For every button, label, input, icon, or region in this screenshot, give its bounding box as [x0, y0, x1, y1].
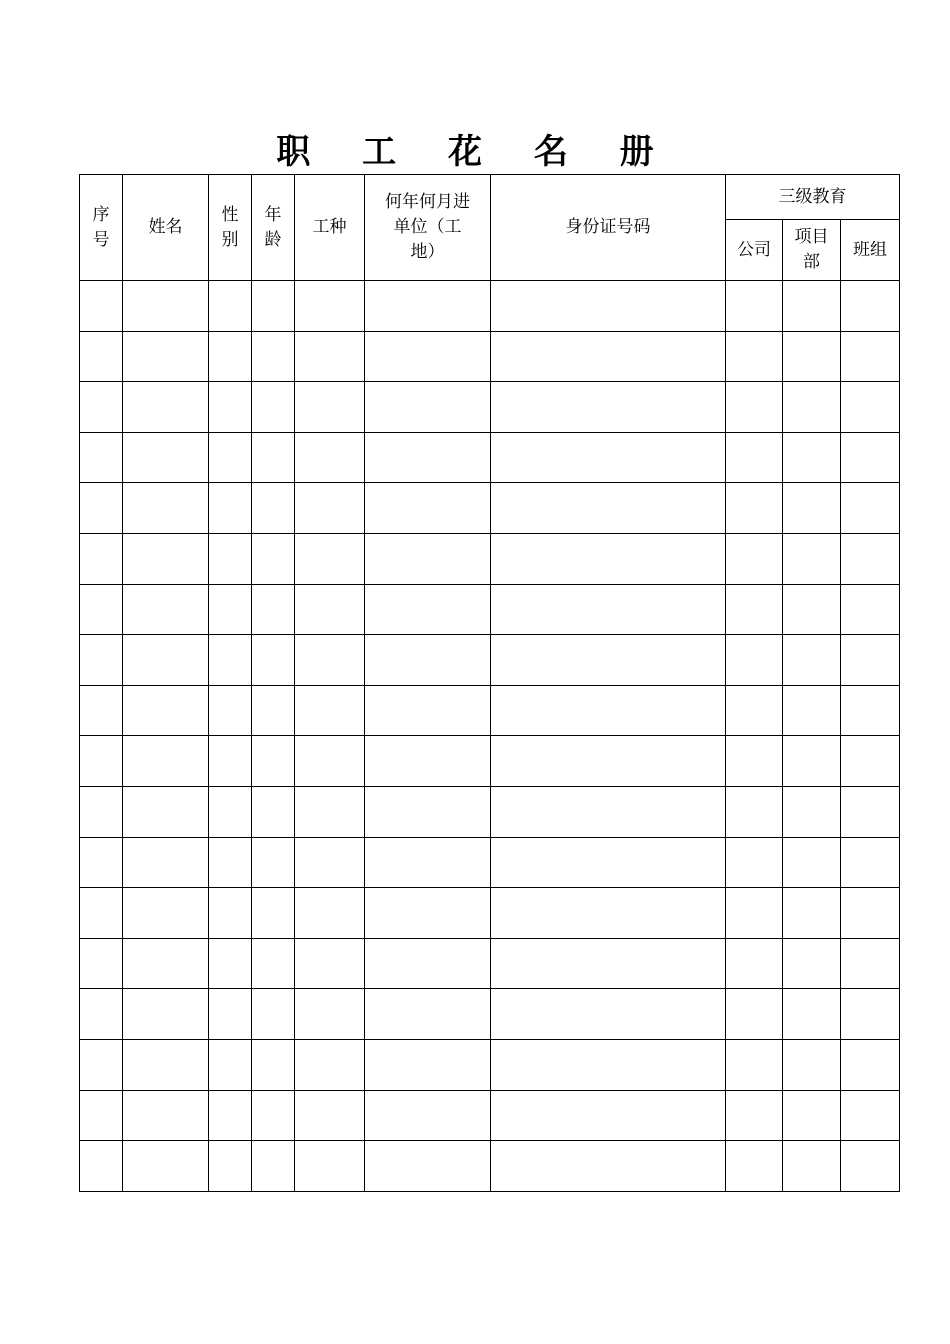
table-row — [80, 1090, 900, 1141]
table-cell[interactable] — [841, 1141, 900, 1192]
table-row — [80, 635, 900, 686]
table-cell[interactable] — [783, 989, 841, 1040]
table-cell[interactable] — [491, 584, 726, 635]
table-cell[interactable] — [295, 635, 365, 686]
table-cell[interactable] — [209, 1039, 252, 1090]
table-cell[interactable] — [841, 837, 900, 888]
table-cell[interactable] — [783, 786, 841, 837]
table-cell[interactable] — [783, 685, 841, 736]
table-cell[interactable] — [726, 483, 783, 534]
table-cell[interactable] — [123, 584, 209, 635]
table-cell[interactable] — [123, 281, 209, 332]
employee-roster-table — [79, 174, 900, 1192]
table-cell[interactable] — [295, 989, 365, 1040]
table-cell[interactable] — [841, 938, 900, 989]
table-cell[interactable] — [491, 281, 726, 332]
table-cell[interactable] — [841, 1090, 900, 1141]
header-gender: 性 别 — [209, 175, 252, 281]
table-cell[interactable] — [841, 331, 900, 382]
table-cell[interactable] — [491, 432, 726, 483]
table-cell[interactable] — [295, 938, 365, 989]
table-row — [80, 1141, 900, 1192]
table-cell[interactable] — [252, 331, 295, 382]
table-cell[interactable] — [295, 1141, 365, 1192]
table-cell[interactable] — [365, 685, 491, 736]
table-cell[interactable] — [726, 1039, 783, 1090]
table-cell[interactable] — [365, 1090, 491, 1141]
table-cell[interactable] — [841, 281, 900, 332]
table-cell[interactable] — [80, 483, 123, 534]
table-cell[interactable] — [123, 331, 209, 382]
table-cell[interactable] — [209, 786, 252, 837]
table-cell[interactable] — [295, 281, 365, 332]
table-cell[interactable] — [209, 1090, 252, 1141]
header-education-company: 公司 — [726, 220, 783, 281]
table-cell[interactable] — [783, 938, 841, 989]
table-cell[interactable] — [80, 989, 123, 1040]
table-cell[interactable] — [123, 786, 209, 837]
table-cell[interactable] — [491, 786, 726, 837]
header-education-project: 项目 部 — [783, 220, 841, 281]
table-cell[interactable] — [365, 281, 491, 332]
table-cell[interactable] — [365, 584, 491, 635]
table-cell[interactable] — [783, 331, 841, 382]
table-row — [80, 432, 900, 483]
table-cell[interactable] — [123, 685, 209, 736]
table-cell[interactable] — [80, 1090, 123, 1141]
table-cell[interactable] — [209, 533, 252, 584]
table-cell[interactable] — [295, 837, 365, 888]
table-cell[interactable] — [295, 533, 365, 584]
table-cell[interactable] — [491, 382, 726, 433]
header-seq: 序 号 — [80, 175, 123, 281]
table-cell[interactable] — [80, 938, 123, 989]
table-cell[interactable] — [726, 1090, 783, 1141]
table-cell[interactable] — [80, 685, 123, 736]
table-cell[interactable] — [365, 938, 491, 989]
table-cell[interactable] — [491, 736, 726, 787]
header-id-number: 身份证号码 — [491, 175, 726, 281]
table-cell[interactable] — [252, 635, 295, 686]
table-cell[interactable] — [365, 837, 491, 888]
table-cell[interactable] — [365, 1141, 491, 1192]
table-cell[interactable] — [841, 736, 900, 787]
table-cell[interactable] — [252, 837, 295, 888]
table-cell[interactable] — [491, 1039, 726, 1090]
table-cell[interactable] — [841, 432, 900, 483]
table-cell[interactable] — [80, 584, 123, 635]
table-cell[interactable] — [365, 888, 491, 939]
page-title: 职 工 花 名 册 — [276, 132, 674, 172]
table-row — [80, 331, 900, 382]
table-cell[interactable] — [491, 837, 726, 888]
table-cell[interactable] — [841, 635, 900, 686]
table-cell[interactable] — [295, 888, 365, 939]
table-row — [80, 736, 900, 787]
table-cell[interactable] — [209, 736, 252, 787]
table-cell[interactable] — [209, 938, 252, 989]
table-cell[interactable] — [252, 1141, 295, 1192]
table-cell[interactable] — [209, 331, 252, 382]
table-cell[interactable] — [295, 584, 365, 635]
table-cell[interactable] — [252, 736, 295, 787]
table-cell[interactable] — [491, 331, 726, 382]
table-cell[interactable] — [252, 888, 295, 939]
table-row — [80, 786, 900, 837]
table-cell[interactable] — [365, 483, 491, 534]
table-cell[interactable] — [726, 331, 783, 382]
table-cell[interactable] — [726, 736, 783, 787]
table-cell[interactable] — [491, 483, 726, 534]
table-cell[interactable] — [252, 938, 295, 989]
table-cell[interactable] — [365, 382, 491, 433]
table-cell[interactable] — [783, 837, 841, 888]
table-cell[interactable] — [491, 685, 726, 736]
table-cell[interactable] — [80, 888, 123, 939]
table-cell[interactable] — [252, 685, 295, 736]
table-cell[interactable] — [80, 1039, 123, 1090]
table-cell[interactable] — [295, 736, 365, 787]
table-cell[interactable] — [123, 1090, 209, 1141]
table-row — [80, 1039, 900, 1090]
table-cell[interactable] — [491, 533, 726, 584]
table-cell[interactable] — [295, 331, 365, 382]
table-cell[interactable] — [841, 1039, 900, 1090]
table-cell[interactable] — [80, 533, 123, 584]
table-cell[interactable] — [783, 432, 841, 483]
table-cell[interactable] — [491, 1090, 726, 1141]
table-cell[interactable] — [252, 1039, 295, 1090]
table-cell[interactable] — [209, 584, 252, 635]
table-cell[interactable] — [295, 382, 365, 433]
table-cell[interactable] — [726, 938, 783, 989]
table-cell[interactable] — [209, 281, 252, 332]
table-cell[interactable] — [209, 635, 252, 686]
table-cell[interactable] — [123, 533, 209, 584]
table-cell[interactable] — [841, 533, 900, 584]
table-cell[interactable] — [123, 432, 209, 483]
table-cell[interactable] — [726, 1141, 783, 1192]
table-cell[interactable] — [726, 635, 783, 686]
header-education-group: 三级教育 — [726, 175, 900, 220]
table-cell[interactable] — [80, 382, 123, 433]
table-row — [80, 888, 900, 939]
table-cell[interactable] — [726, 281, 783, 332]
table-cell[interactable] — [252, 483, 295, 534]
table-cell[interactable] — [209, 888, 252, 939]
table-cell[interactable] — [841, 483, 900, 534]
table-cell[interactable] — [783, 888, 841, 939]
table-cell[interactable] — [783, 736, 841, 787]
table-cell[interactable] — [783, 533, 841, 584]
table-cell[interactable] — [491, 888, 726, 939]
table-cell[interactable] — [783, 281, 841, 332]
table-cell[interactable] — [841, 685, 900, 736]
table-cell[interactable] — [80, 331, 123, 382]
header-name: 姓名 — [123, 175, 209, 281]
table-cell[interactable] — [209, 432, 252, 483]
table-cell[interactable] — [365, 1039, 491, 1090]
table-cell[interactable] — [726, 888, 783, 939]
table-cell[interactable] — [123, 1141, 209, 1192]
table-cell[interactable] — [295, 1090, 365, 1141]
table-cell[interactable] — [209, 685, 252, 736]
table-cell[interactable] — [209, 837, 252, 888]
table-cell[interactable] — [726, 685, 783, 736]
table-cell[interactable] — [841, 888, 900, 939]
table-cell[interactable] — [365, 736, 491, 787]
header-row — [80, 175, 900, 220]
header-education-team: 班组 — [841, 220, 900, 281]
table-row — [80, 483, 900, 534]
table-cell[interactable] — [252, 1090, 295, 1141]
header-trade: 工种 — [295, 175, 365, 281]
table-cell[interactable] — [123, 635, 209, 686]
table-cell[interactable] — [123, 736, 209, 787]
table-cell[interactable] — [365, 331, 491, 382]
table-cell[interactable] — [365, 786, 491, 837]
table-cell[interactable] — [726, 837, 783, 888]
table-cell[interactable] — [783, 635, 841, 686]
table-row — [80, 989, 900, 1040]
table-cell[interactable] — [726, 533, 783, 584]
table-cell[interactable] — [80, 635, 123, 686]
header-age: 年 龄 — [252, 175, 295, 281]
table-cell[interactable] — [252, 382, 295, 433]
table-cell[interactable] — [841, 786, 900, 837]
table-cell[interactable] — [123, 989, 209, 1040]
table-row — [80, 382, 900, 433]
table-cell[interactable] — [295, 1039, 365, 1090]
table-cell[interactable] — [783, 1090, 841, 1141]
table-cell[interactable] — [295, 483, 365, 534]
table-cell[interactable] — [209, 483, 252, 534]
table-cell[interactable] — [209, 382, 252, 433]
table-cell[interactable] — [80, 1141, 123, 1192]
table-cell[interactable] — [252, 432, 295, 483]
table-cell[interactable] — [783, 584, 841, 635]
table-cell[interactable] — [783, 382, 841, 433]
table-cell[interactable] — [783, 1141, 841, 1192]
table-cell[interactable] — [123, 837, 209, 888]
table-cell[interactable] — [123, 1039, 209, 1090]
table-cell[interactable] — [295, 432, 365, 483]
table-cell[interactable] — [123, 382, 209, 433]
table-cell[interactable] — [123, 483, 209, 534]
table-cell[interactable] — [783, 483, 841, 534]
table-cell[interactable] — [726, 989, 783, 1040]
table-cell[interactable] — [841, 989, 900, 1040]
table-cell[interactable] — [252, 281, 295, 332]
table-cell[interactable] — [295, 786, 365, 837]
table-cell[interactable] — [491, 989, 726, 1040]
table-cell[interactable] — [365, 432, 491, 483]
header-entry-date: 何年何月进 单位（工 地） — [365, 175, 491, 281]
table-cell[interactable] — [365, 533, 491, 584]
table-cell[interactable] — [841, 382, 900, 433]
table-cell[interactable] — [726, 786, 783, 837]
table-cell[interactable] — [841, 584, 900, 635]
table-cell[interactable] — [726, 382, 783, 433]
table-cell[interactable] — [80, 837, 123, 888]
table-cell[interactable] — [80, 736, 123, 787]
table-cell[interactable] — [209, 1141, 252, 1192]
table-row — [80, 837, 900, 888]
table-cell[interactable] — [491, 1141, 726, 1192]
table-cell[interactable] — [365, 635, 491, 686]
table-cell[interactable] — [252, 584, 295, 635]
table-cell[interactable] — [123, 888, 209, 939]
table-row — [80, 938, 900, 989]
table-cell[interactable] — [365, 989, 491, 1040]
table-cell[interactable] — [252, 786, 295, 837]
table-cell[interactable] — [252, 533, 295, 584]
table-cell[interactable] — [726, 584, 783, 635]
table-cell[interactable] — [783, 1039, 841, 1090]
table-cell[interactable] — [726, 432, 783, 483]
table-row — [80, 281, 900, 332]
table-row — [80, 584, 900, 635]
table-row — [80, 685, 900, 736]
table-cell[interactable] — [491, 635, 726, 686]
table-cell[interactable] — [491, 938, 726, 989]
table-cell[interactable] — [123, 938, 209, 989]
table-cell[interactable] — [295, 685, 365, 736]
table-cell[interactable] — [209, 989, 252, 1040]
table-row — [80, 533, 900, 584]
table-cell[interactable] — [252, 989, 295, 1040]
table-cell[interactable] — [80, 281, 123, 332]
table-cell[interactable] — [80, 786, 123, 837]
table-cell[interactable] — [80, 432, 123, 483]
